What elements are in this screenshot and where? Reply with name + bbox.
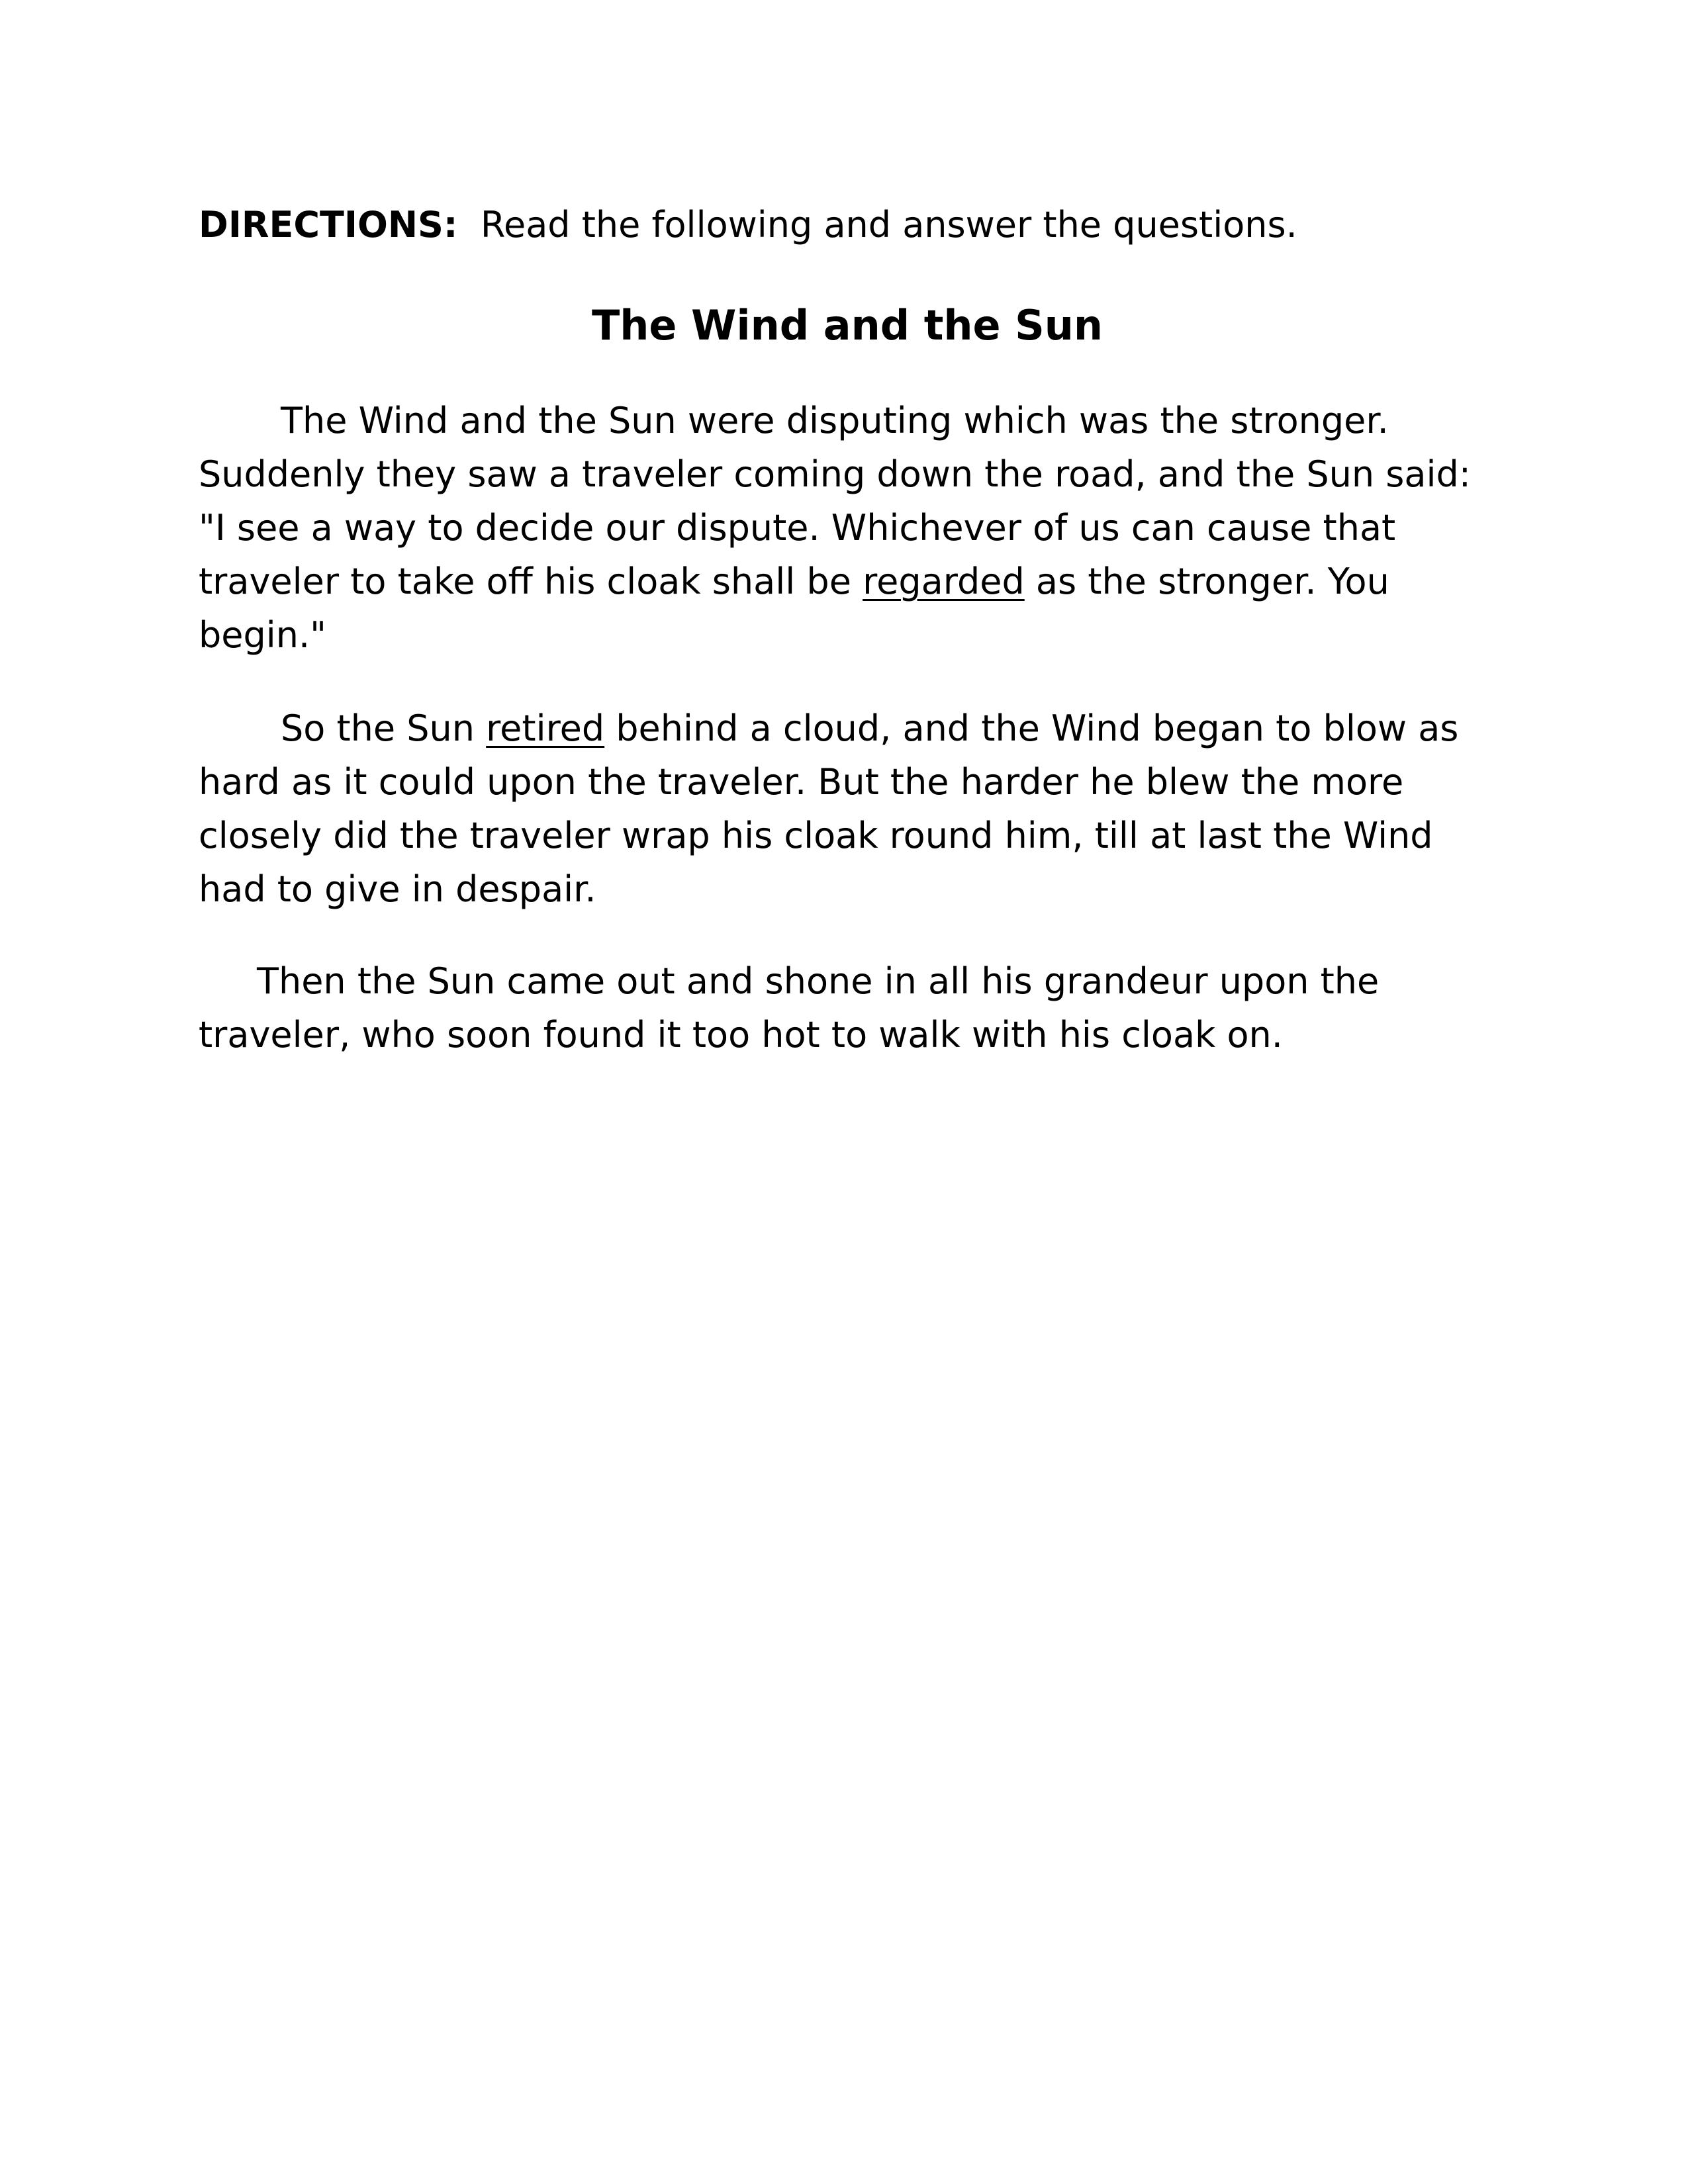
directions-label: DIRECTIONS: xyxy=(199,204,458,246)
paragraph-2-line-3: closely did the traveler wrap his cloak round him, till at last the Wind xyxy=(199,815,1433,856)
paragraph-1-line-4-end: as the stronger. You xyxy=(1024,561,1389,602)
paragraph-1-line-4 xyxy=(199,555,1496,608)
vocab-word-retired: retired xyxy=(486,707,605,749)
paragraph-1 xyxy=(199,394,1496,662)
paragraph-2-line-1-start: So the Sun xyxy=(281,707,487,749)
paragraph-1-line-5: begin." xyxy=(199,614,327,656)
paragraph-3-line-2: traveler, who soon found it too hot to walk with his cloak on. xyxy=(199,1014,1283,1056)
paragraph-1-line-3: "I see a way to decide our dispute. Whichever of us can cause that xyxy=(199,507,1396,549)
paragraph-2-line-2: hard as it could upon the traveler. But the harder he blew the more xyxy=(199,761,1404,803)
vocab-word-regarded: regarded xyxy=(863,561,1025,602)
paragraph-1-line-4-start: traveler to take off his cloak shall be xyxy=(199,561,863,602)
paragraph-2-line-1 xyxy=(199,702,1496,755)
paragraph-1-line-1: The Wind and the Sun were disputing which was the stronger. xyxy=(281,400,1389,441)
paragraph-3-line-1: Then the Sun came out and shone in all his grandeur upon the xyxy=(257,960,1380,1002)
paragraph-2-line-1-end: behind a cloud, and the Wind began to blow as xyxy=(604,707,1459,749)
paragraph-2 xyxy=(199,702,1496,916)
paragraph-2-line-4: had to give in despair. xyxy=(199,868,596,910)
paragraph-3 xyxy=(199,954,1496,1062)
paragraph-1-line-2: Suddenly they saw a traveler coming down the road, and the Sun said: xyxy=(199,453,1471,495)
directions xyxy=(199,199,1496,251)
story-title: The Wind and the Sun xyxy=(591,301,1103,349)
directions-text: Read the following and answer the questions. xyxy=(480,204,1297,246)
